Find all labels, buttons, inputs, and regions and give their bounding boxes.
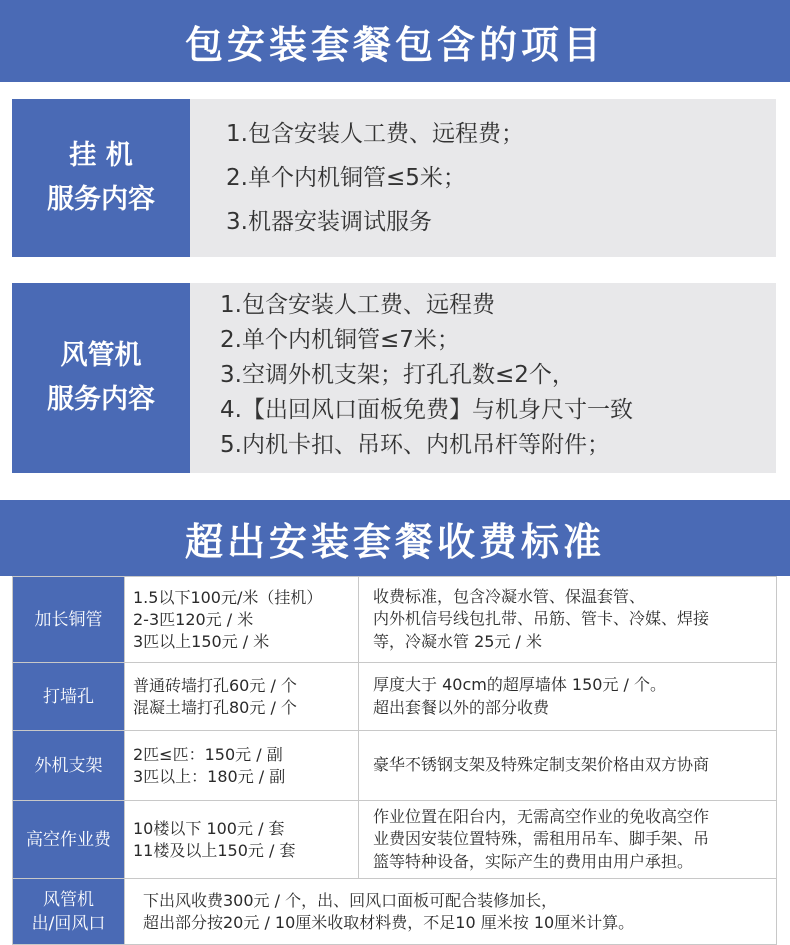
table-row <box>13 801 777 879</box>
note-line: 收费标准，包含冷凝水管、保温套管、 <box>373 586 646 606</box>
price-line: 混凝土墙打孔80元 / 个 <box>133 697 297 717</box>
price-line: 11楼及以上150元 / 套 <box>133 840 296 860</box>
price-line: 3匹以上：180元 / 副 <box>133 766 286 786</box>
price-line: 普通砖墙打孔60元 / 个 <box>133 675 297 695</box>
table-row <box>13 879 777 945</box>
list-item: 1.包含安装人工费、远程费 <box>220 292 495 318</box>
note-line: 业费因安装位置特殊，需租用吊车、脚手架、吊 <box>373 829 710 849</box>
note-line: 超出套餐以外的部分收费 <box>373 697 550 717</box>
fee-category: 打墙孔 <box>43 686 94 707</box>
table-row <box>13 731 777 801</box>
note-cell <box>359 801 777 879</box>
fee-category-cell <box>13 731 125 801</box>
duct-unit-service-label <box>12 283 190 473</box>
list-item: 3.机器安装调试服务 <box>226 209 432 235</box>
duct-unit-service-block <box>12 283 776 473</box>
note-line: 等，冷凝水管 25元 / 米 <box>373 631 543 651</box>
price-cell <box>125 577 359 663</box>
wall-unit-service-list <box>226 112 776 244</box>
fee-category: 加长铜管 <box>34 609 103 630</box>
fee-category: 出/回风口 <box>31 913 106 934</box>
fee-category: 外机支架 <box>34 755 103 776</box>
price-line: 3匹以上150元 / 米 <box>133 631 270 651</box>
price-line: 1.5以下100元/米（挂机） <box>133 587 323 607</box>
note-line: 厚度大于 40cm的超厚墙体 150元 / 个。 <box>373 675 667 694</box>
note-line: 内外机信号线包扎带、吊筋、管卡、冷媒、焊接 <box>373 609 710 629</box>
fee-category: 高空作业费 <box>26 829 111 850</box>
wall-unit-service-label <box>12 99 190 257</box>
note-line: 作业位置在阳台内，无需高空作业的免收高空作 <box>373 806 710 826</box>
wall-unit-service-block <box>12 99 776 257</box>
note-cell <box>359 731 777 801</box>
list-item: 2.单个内机铜管≤7米； <box>220 327 460 353</box>
note-line: 豪华不锈钢支架及特殊定制支架价格由双方协商 <box>373 755 710 775</box>
package-header-title: 包安装套餐包含的项目 <box>184 22 605 67</box>
note-line: 超出部分按20元 / 10厘米收取材料费，不足10 厘米按 10厘米计算。 <box>143 912 635 932</box>
price-cell <box>125 801 359 879</box>
price-cell <box>125 731 359 801</box>
label-line: 挂 机 <box>69 140 133 171</box>
table-row <box>13 577 777 663</box>
fee-category-cell <box>13 879 125 945</box>
package-header <box>0 0 790 82</box>
list-item: 4.【出回风口面板免费】与机身尺寸一致 <box>220 397 633 423</box>
table-row <box>13 663 777 731</box>
fee-category-cell <box>13 663 125 731</box>
extra-fee-table <box>12 576 777 945</box>
duct-vent-fee-cell <box>125 879 777 945</box>
price-line: 2-3匹120元 / 米 <box>133 609 254 629</box>
label-line: 服务内容 <box>47 384 155 415</box>
list-item: 5.内机卡扣、吊环、内机吊杆等附件； <box>220 432 610 458</box>
fee-category-cell <box>13 801 125 879</box>
fee-category: 风管机 <box>43 889 94 910</box>
price-line: 2匹≤匹：150元 / 副 <box>133 744 283 764</box>
label-line: 服务内容 <box>47 184 155 215</box>
note-cell <box>359 663 777 731</box>
extra-fee-header <box>0 500 790 576</box>
note-cell <box>359 577 777 663</box>
extra-fee-header-title: 超出安装套餐收费标准 <box>184 519 605 564</box>
list-item: 2.单个内机铜管≤5米； <box>226 165 466 191</box>
price-cell <box>125 663 359 731</box>
fee-category-cell <box>13 577 125 663</box>
list-item: 3.空调外机支架；打孔孔数≤2个， <box>220 362 575 388</box>
list-item: 1.包含安装人工费、远程费； <box>226 121 524 147</box>
note-line: 篮等特种设备，实际产生的费用由用户承担。 <box>373 851 694 871</box>
duct-unit-service-list <box>220 288 776 463</box>
label-line: 风管机 <box>60 340 142 371</box>
price-line: 10楼以下 100元 / 套 <box>133 818 285 838</box>
note-line: 下出风收费300元 / 个，出、回风口面板可配合装修加长， <box>143 890 558 910</box>
